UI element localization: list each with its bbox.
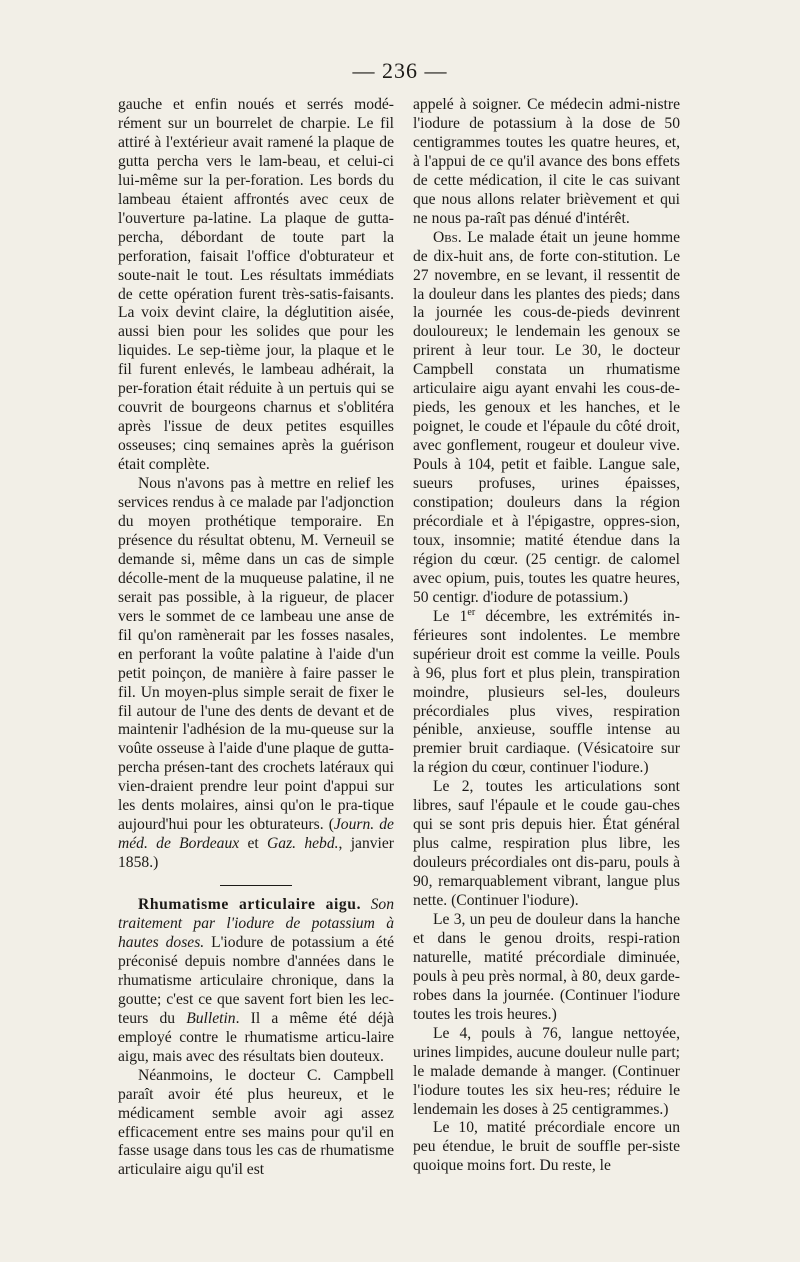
observation-paragraph xyxy=(413,229,680,608)
superscript: er xyxy=(467,606,476,618)
paragraph-text: décembre, les extrémités in-férieures sont indolentes. Le membre supérieur droit est comme la veille. Pouls à 96, plus fort et plus plein, transpiration moindre, plusieurs sel-les, douleurs précordiales plus vives, respiration pénible, anxieuse, souffle intense au premier bruit cardiaque. (Vésicatoire sur la région du cœur, continuer l'iodure.) xyxy=(413,607,680,777)
paragraph-text: L'iodure de potassium a été préconisé depuis nombre d'années dans le rhumatisme articulaire chronique, dans la goutte; c'est ce que savent fort bien les lec-teurs du xyxy=(118,933,394,1027)
paragraph: Le 4, pouls à 76, langue nettoyée, urines limpides, aucune douleur nulle part; le malade demande à manger. (Continuer l'iodure toutes les six heu-res; réduire le lendemain les doses à 25 centigrammes.) xyxy=(413,1024,680,1118)
paragraph: Le 10, matité précordiale encore un peu étendue, le bruit de souffle per-siste quoique moins fort. Du reste, le xyxy=(413,1119,680,1175)
page-number: — 236 — xyxy=(352,58,448,83)
paragraph: appelé à soigner. Ce médecin admi-nistre l'iodure de potassium à la dose de 50 centigrammes toutes les quatre heures, et, à l'appui de ce qu'il avance des bons effets de cette médication, il cite le cas suivant que nous allons relater brièvement et qui ne nous pa-raît pas dénué d'intérêt. xyxy=(413,96,680,227)
citation-date: , janvier 1858.) xyxy=(118,835,394,872)
paragraph xyxy=(413,608,680,779)
citation-and: et xyxy=(239,835,268,853)
section-paragraph xyxy=(118,896,394,1067)
paragraph-text: Le malade était un jeune homme de dix-huit ans, de forte con-stitution. Le 27 novembre, en se levant, il ressentit de la douleur dans les plantes des pieds; dans la journée les cous-de-pieds devinrent douloureux; le lendemain les genoux se prirent à leur tour. Le 30, le docteur Campbell constata un rhumatisme articulaire aigu ayant envahi les cous-de-pieds, les genoux et les hanches, et le poignet, le coude et l'épaule du côté droit, avec gonflement, rougeur et douleur vive. Pouls à 104, petit et faible. Langue sale, sueurs profuses, urines épaisses, constipation; douleurs dans la région précordiale et à l'épigastre, oppres-sion, toux, insomnie; matité étendue dans la région du cœur. (25 centigr. de calomel avec opium, puis, toutes les quatre heures, 50 centigr. d'iodure de potassium.) xyxy=(413,228,680,606)
paragraph-text: . Il a même été déjà employé contre le rhumatisme articu-laire aigu, mais avec des résultats bien douteux. xyxy=(118,1009,395,1065)
paragraph xyxy=(118,475,394,873)
paragraph: Le 3, un peu de douleur dans la hanche et dans le genou droits, respi-ration naturelle, matité précordiale diminuée, pouls à peu près normal, à 80, deux garde-robes dans la journée. (Continuer l'iodure toutes les trois heures.) xyxy=(413,910,680,1023)
section-divider xyxy=(220,885,292,886)
paragraph: gauche et enfin noués et serrés modé-rément sur un bourrelet de charpie. Le fil attiré à l'extérieur avait ramené la plaque de gutta percha vers le lam-beau, et celui-ci lui-même sur la per-foration. Les bords du lambeau étaient affrontés avec ceux de l'ouverture pa-latine. La plaque de gutta-percha, débordant de toute part la perforation, faisait l'office d'obturateur et soute-nait le tout. Les résultats immédiats de cette opération furent très-satis-faisants. La voix devint claire, la déglutition aisée, aussi bien pour les solides que pour les liquides. Le sep-tième jour, la plaque et le fil furent enlevés, le lambeau adhérait, la per-foration était réduite à un pertuis qui se couvrit de bourgeons charnus et s'oblitéra après l'issue de deux petites esquilles osseuses; cinq semaines après la guérison était complète. xyxy=(118,96,394,474)
right-column xyxy=(413,96,680,1176)
citation-open: ( xyxy=(328,816,334,834)
paragraph: Le 2, toutes les articulations sont libres, sauf l'épaule et le coude gau-ches qui se sont pris depuis hier. État général plus calme, respiration plus libre, les douleurs précordiales ont dis-paru, pouls à 90, remarquablement vibrant, langue plus nette. (Continuer l'iodure). xyxy=(413,778,680,910)
section-subheading: Son traitement par l'iodure de potassium à hautes doses. xyxy=(118,896,394,951)
section-heading: Rhumatisme articulaire aigu. xyxy=(138,896,362,914)
paragraph-text: Nous n'avons pas à mettre en relief les services rendus à ce malade par l'adjonction du moyen prothétique temporaire. En présence du résultat obtenu, M. Verneuil se demande si, même dans un cas de simple décolle-ment de la muqueuse palatine, il ne serait pas possible, à la rigueur, de placer vers le sommet de ce lambeau une anse de fil qu'on ramènerait par les fosses nasales, en perforant la voûte palatine à l'aide d'un petit poinçon, de manière à faire passer le fil. Un moyen-plus simple serait de fixer le fil autour de l'une des dents de devant et de maintenir l'adhésion de la mu-queuse sur la voûte osseuse à l'aide d'une plaque de gutta-percha présen-tant des crochets latéraux qui vien-draient prendre leur point d'appui sur les dents molaires, ainsi qu'on le pra-tique aujourd'hui pour les obturateurs. xyxy=(118,475,394,834)
observation-label: Obs. xyxy=(433,228,462,246)
citation-journal-2: Gaz. hebd. xyxy=(267,835,339,853)
paragraph-text: Le 1 xyxy=(433,607,468,625)
journal-title: Bulletin xyxy=(186,1009,236,1027)
left-column xyxy=(118,96,394,1180)
paragraph: Néanmoins, le docteur C. Campbell paraît avoir été plus heureux, et le médicament semble avoir agi assez efficacement entre ses mains pour qu'il en fasse usage dans tous les cas de rhumatisme articulaire aigu qu'il est xyxy=(118,1066,394,1179)
citation-journal: Journ. de méd. de Bordeaux xyxy=(118,816,394,853)
